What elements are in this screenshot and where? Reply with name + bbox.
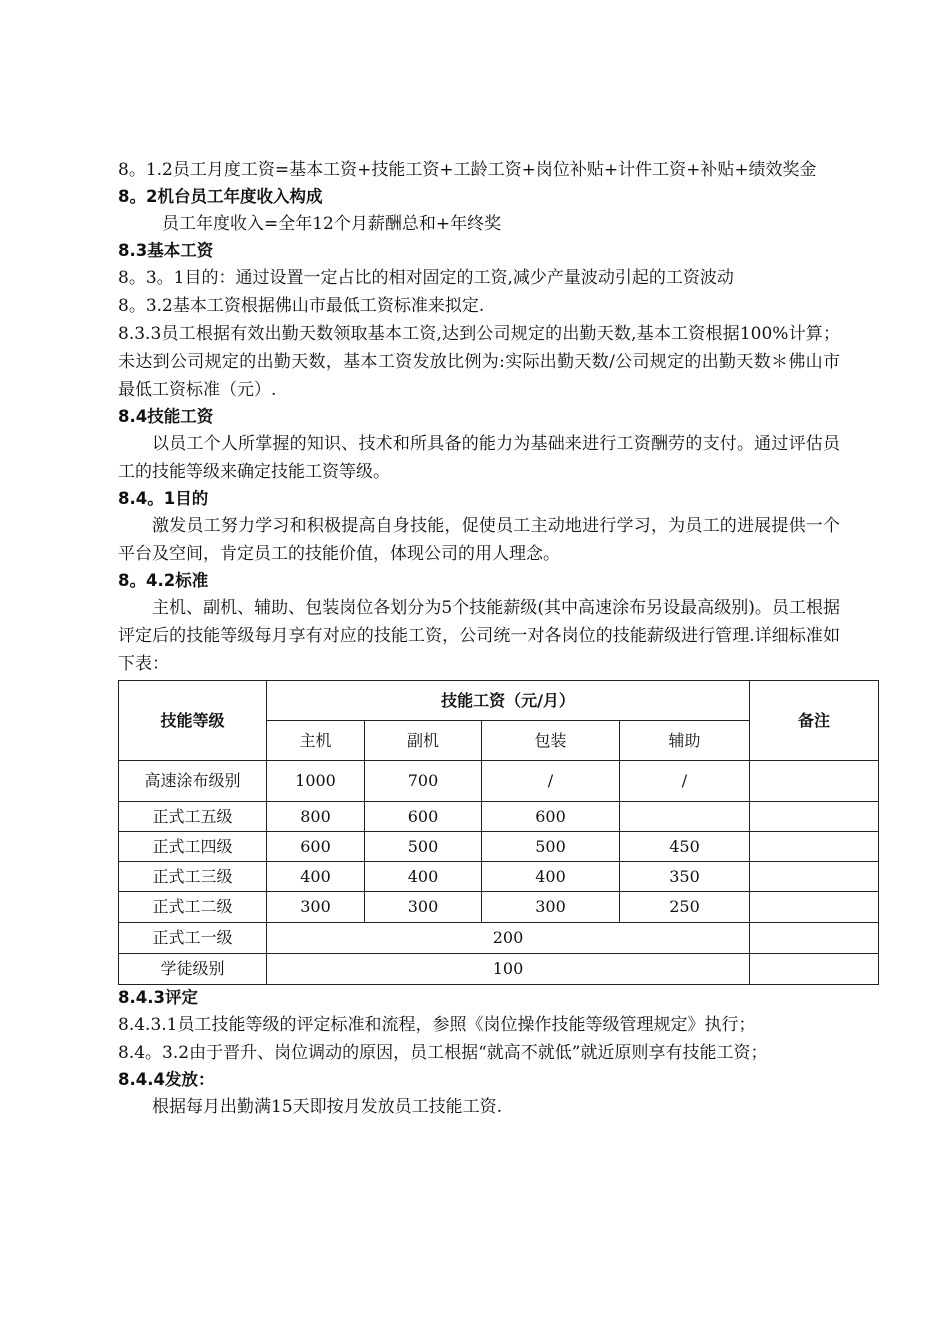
table-row <box>119 923 879 954</box>
heading-8-2: 8。2机台员工年度收入构成 <box>118 187 323 206</box>
paragraph-8-1-2: 8。1.2员工月度工资=基本工资+技能工资+工龄工资+岗位补贴+计件工资+补贴+绩效奖金 <box>118 160 817 180</box>
cell-note <box>750 832 879 862</box>
heading-8-4-3: 8.4.3评定 <box>118 988 198 1007</box>
cell-value: 250 <box>620 892 750 923</box>
cell-value <box>620 802 750 832</box>
row-level: 正式工四级 <box>119 832 267 862</box>
cell-note <box>750 761 879 802</box>
table-row <box>119 892 879 923</box>
cell-value: 300 <box>482 892 620 923</box>
heading-8-3: 8.3基本工资 <box>118 241 214 260</box>
cell-note <box>750 862 879 892</box>
heading-8-4: 8.4技能工资 <box>118 407 214 426</box>
cell-value: 400 <box>365 862 482 892</box>
row-level: 正式工一级 <box>119 923 267 954</box>
cell-value: 400 <box>267 862 365 892</box>
paragraph-8-4-2: 主机、副机、辅助、包装岗位各划分为5个技能薪级(其中高速涂布另设最高级别)。员工根据评定后的技能等级每月享有对应的技能工资，公司统一对各岗位的技能薪级进行管理.详细标准如下表： <box>118 598 840 674</box>
table-row <box>119 832 879 862</box>
header-note: 备注 <box>750 681 879 761</box>
cell-note <box>750 923 879 954</box>
cell-value: 500 <box>365 832 482 862</box>
skill-wage-table <box>118 680 879 985</box>
table-row <box>119 802 879 832</box>
paragraph-8-4-3-1: 8.4.3.1员工技能等级的评定标准和流程，参照《岗位操作技能等级管理规定》执行； <box>118 1015 756 1035</box>
row-level: 学徒级别 <box>119 954 267 985</box>
cell-value: 700 <box>365 761 482 802</box>
row-level: 正式工三级 <box>119 862 267 892</box>
paragraph-8-3-1: 8。3。1目的：通过设置一定占比的相对固定的工资,减少产量波动引起的工资波动 <box>118 268 734 288</box>
header-skill-wage: 技能工资（元/月） <box>267 681 750 721</box>
cell-value-merged: 100 <box>267 954 750 985</box>
col-header-secondary: 副机 <box>365 721 482 761</box>
paragraph-8-2: 员工年度收入=全年12个月薪酬总和+年终奖 <box>162 214 502 234</box>
heading-8-4-2: 8。4.2标准 <box>118 571 209 590</box>
paragraph-8-4-4: 根据每月出勤满15天即按月发放员工技能工资. <box>152 1097 503 1117</box>
row-level: 正式工五级 <box>119 802 267 832</box>
cell-value-merged: 200 <box>267 923 750 954</box>
paragraph-8-3-2: 8。3.2基本工资根据佛山市最低工资标准来拟定. <box>118 296 485 316</box>
cell-value: 800 <box>267 802 365 832</box>
table-row <box>119 954 879 985</box>
row-level: 高速涂布级别 <box>119 761 267 802</box>
cell-value: 300 <box>267 892 365 923</box>
cell-value: 500 <box>482 832 620 862</box>
cell-value: 350 <box>620 862 750 892</box>
cell-value: 1000 <box>267 761 365 802</box>
paragraph-8-4-1: 激发员工努力学习和积极提高自身技能，促使员工主动地进行学习，为员工的进展提供一个平台及空间，肯定员工的技能价值，体现公司的用人理念。 <box>118 516 840 564</box>
cell-value: / <box>620 761 750 802</box>
cell-value: 600 <box>482 802 620 832</box>
paragraph-8-4-3-2: 8.4。3.2由于晋升、岗位调动的原因，员工根据“就高不就低”就近原则享有技能工资； <box>118 1043 768 1063</box>
document-page <box>118 156 840 1121</box>
cell-note <box>750 892 879 923</box>
cell-value: 450 <box>620 832 750 862</box>
cell-value: 600 <box>365 802 482 832</box>
col-header-assist: 辅助 <box>620 721 750 761</box>
paragraph-8-4: 以员工个人所掌握的知识、技术和所具备的能力为基础来进行工资酬劳的支付。通过评估员工的技能等级来确定技能工资等级。 <box>118 434 840 482</box>
heading-8-4-4: 8.4.4发放： <box>118 1070 215 1089</box>
col-header-main: 主机 <box>267 721 365 761</box>
cell-value: / <box>482 761 620 802</box>
col-header-packing: 包装 <box>482 721 620 761</box>
heading-8-4-1: 8.4。1目的 <box>118 489 209 508</box>
table-row <box>119 862 879 892</box>
cell-note <box>750 954 879 985</box>
header-skill-level: 技能等级 <box>119 681 267 761</box>
paragraph-8-3-3: 8.3.3员工根据有效出勤天数领取基本工资,达到公司规定的出勤天数,基本工资根据100%计算；未达到公司规定的出勤天数，基本工资发放比例为:实际出勤天数/公司规定的出勤天数＊佛山市最低工资标准（元）. <box>118 324 840 400</box>
table-row <box>119 761 879 802</box>
row-level: 正式工二级 <box>119 892 267 923</box>
cell-value: 400 <box>482 862 620 892</box>
cell-note <box>750 802 879 832</box>
cell-value: 600 <box>267 832 365 862</box>
cell-value: 300 <box>365 892 482 923</box>
